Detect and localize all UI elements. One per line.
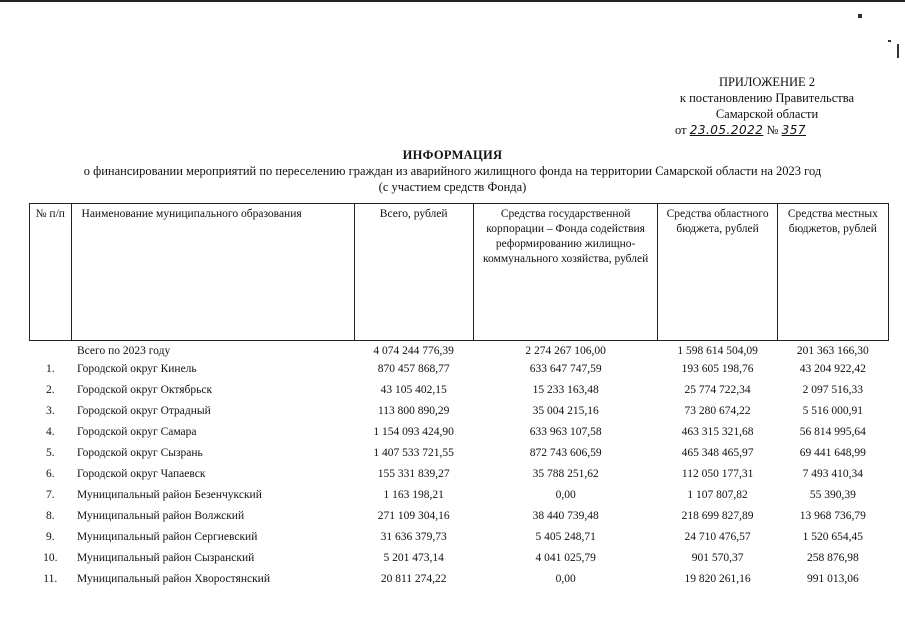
row-name: Муниципальный район Сергиевский (77, 531, 258, 543)
row-fund: 0,00 (555, 573, 576, 585)
row-regional: 25 774 722,34 (684, 384, 751, 396)
row-regional: 24 710 476,57 (684, 531, 751, 543)
date-value: 23.05.2022 (689, 123, 764, 137)
row-num: 5. (45, 447, 55, 459)
row-regional: 1 107 807,82 (687, 489, 748, 501)
title-heading: ИНФОРМАЦИЯ (402, 148, 503, 162)
row-name: Городской округ Сызрань (77, 447, 203, 459)
table-row (30, 380, 889, 401)
row-total: 1 154 093 424,90 (373, 426, 454, 438)
row-regional: 901 570,37 (691, 552, 744, 564)
scan-speck (858, 14, 862, 18)
appendix-date-line (675, 122, 867, 138)
row-num: 3. (45, 405, 55, 417)
header-num: № п/п (30, 204, 72, 341)
row-total: 113 800 890,29 (377, 405, 450, 417)
title-subject: о финансировании мероприятий по переселению граждан из аварийного жилищного фонда на территории Самарской области на 2023 год (83, 164, 822, 178)
row-fund: 35 004 215,16 (532, 405, 599, 417)
row-name: Муниципальный район Безенчукский (77, 489, 262, 501)
table-row (30, 422, 889, 443)
row-total: 155 331 839,27 (377, 468, 450, 480)
total-label: Всего по 2023 году (77, 345, 171, 357)
row-regional: 465 348 465,97 (681, 447, 754, 459)
row-regional: 112 050 177,31 (681, 468, 754, 480)
row-num: 1. (45, 363, 55, 375)
row-total: 31 636 379,73 (380, 531, 447, 543)
row-fund: 872 743 606,59 (529, 447, 602, 459)
total-num (30, 341, 72, 360)
appendix-block (667, 74, 867, 138)
scan-speck (897, 44, 899, 58)
table-row (30, 506, 889, 527)
top-border-line (0, 0, 905, 2)
table-row (30, 401, 889, 422)
header-fund: Средства государственной корпорации – Фонда содействия реформированию жилищно-коммунального хозяйства, рублей (473, 204, 658, 341)
row-fund: 633 647 747,59 (529, 363, 602, 375)
table-row (30, 548, 889, 569)
row-num: 10. (43, 552, 58, 564)
total-regional: 1 598 614 504,09 (677, 345, 758, 357)
row-fund: 633 963 107,58 (529, 426, 602, 438)
number-value: 357 (781, 123, 806, 137)
row-total: 43 105 402,15 (380, 384, 447, 396)
number-prefix: № (766, 123, 779, 137)
row-local: 5 516 000,91 (802, 405, 864, 417)
table-row (30, 569, 889, 590)
row-num: 8. (45, 510, 55, 522)
row-num: 9. (45, 531, 55, 543)
row-name: Городской округ Чапаевск (77, 468, 206, 480)
row-local: 258 876,98 (806, 552, 859, 564)
row-local: 2 097 516,33 (802, 384, 864, 396)
total-fund: 2 274 267 106,00 (525, 345, 606, 357)
appendix-title: ПРИЛОЖЕНИЕ 2 (718, 75, 816, 89)
total-sum: 4 074 244 776,39 (373, 345, 454, 357)
row-regional: 218 699 827,89 (681, 510, 754, 522)
row-local: 43 204 922,42 (799, 363, 866, 375)
row-local: 69 441 648,99 (799, 447, 866, 459)
row-name: Городской округ Октябрьск (77, 384, 213, 396)
row-fund: 5 405 248,71 (535, 531, 596, 543)
row-num: 4. (45, 426, 55, 438)
title-note: (с участием средств Фонда) (378, 180, 527, 194)
header-local: Средства местных бюджетов, рублей (777, 204, 888, 341)
row-total: 870 457 868,77 (377, 363, 450, 375)
row-local: 7 493 410,34 (802, 468, 864, 480)
row-local: 55 390,39 (809, 489, 856, 501)
row-total: 1 163 198,21 (383, 489, 444, 501)
row-regional: 463 315 321,68 (681, 426, 754, 438)
scan-speck (888, 40, 891, 42)
table-row (30, 359, 889, 380)
table-row (30, 443, 889, 464)
row-regional: 193 605 198,76 (681, 363, 754, 375)
row-local: 1 520 654,45 (802, 531, 864, 543)
appendix-resolution: к постановлению Правительства (679, 91, 855, 105)
row-fund: 35 788 251,62 (532, 468, 599, 480)
financing-table (29, 203, 889, 590)
date-prefix: от (675, 123, 687, 137)
row-num: 11. (43, 573, 58, 585)
total-local: 201 363 166,30 (796, 345, 869, 357)
total-row (30, 341, 889, 360)
table-row (30, 464, 889, 485)
row-num: 7. (45, 489, 55, 501)
appendix-region: Самарской области (715, 107, 819, 121)
row-name: Городской округ Самара (77, 426, 197, 438)
row-regional: 19 820 261,16 (684, 573, 751, 585)
row-fund: 0,00 (555, 489, 576, 501)
row-name: Городской округ Кинель (77, 363, 197, 375)
table-row (30, 527, 889, 548)
row-local: 56 814 995,64 (799, 426, 866, 438)
row-total: 271 109 304,16 (377, 510, 450, 522)
row-name: Муниципальный район Волжский (77, 510, 245, 522)
table-row (30, 485, 889, 506)
row-name: Городской округ Отрадный (77, 405, 211, 417)
header-total: Всего, рублей (354, 204, 473, 341)
row-total: 20 811 274,22 (380, 573, 447, 585)
row-total: 1 407 533 721,55 (373, 447, 454, 459)
row-num: 6. (45, 468, 55, 480)
header-regional: Средства областного бюджета, рублей (658, 204, 777, 341)
table-header-row (30, 204, 889, 341)
row-fund: 15 233 163,48 (532, 384, 599, 396)
row-regional: 73 280 674,22 (684, 405, 751, 417)
row-local: 13 968 736,79 (799, 510, 866, 522)
document-title (0, 147, 905, 195)
row-fund: 4 041 025,79 (535, 552, 596, 564)
header-name: Наименование муниципального образования (71, 204, 354, 341)
row-name: Муниципальный район Сызранский (77, 552, 255, 564)
row-local: 991 013,06 (806, 573, 859, 585)
row-total: 5 201 473,14 (383, 552, 444, 564)
row-fund: 38 440 739,48 (532, 510, 599, 522)
row-num: 2. (45, 384, 55, 396)
row-name: Муниципальный район Хворостянский (77, 573, 270, 585)
